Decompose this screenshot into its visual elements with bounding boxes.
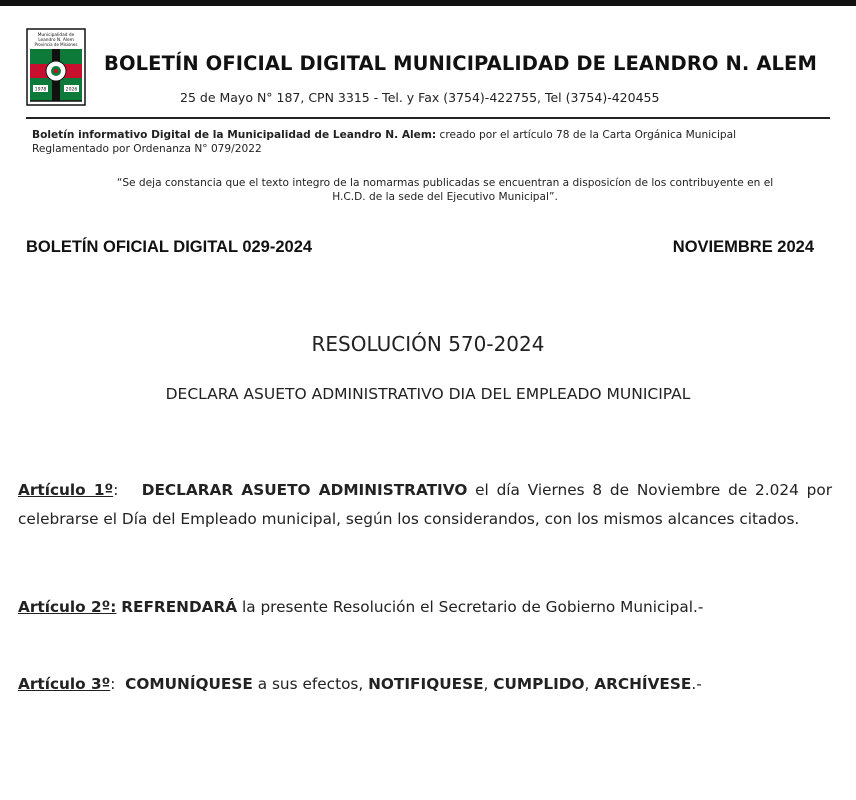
- article-3-bold-4: ARCHÍVESE: [594, 675, 692, 693]
- municipal-crest-logo: [26, 28, 86, 106]
- article-2-label: Artículo 2º:: [18, 598, 117, 616]
- article-1-bold: DECLARAR ASUETO ADMINISTRATIVO: [141, 481, 468, 499]
- info-line-2: Reglamentado por Ordenanza N° 079/2022: [32, 143, 262, 155]
- info-bold-text: Boletín informativo Digital de la Municipalidad de Leandro N. Alem:: [32, 129, 437, 141]
- info-line-1: [32, 128, 832, 142]
- article-3-text-2: ,: [483, 675, 494, 693]
- article-3-bold-2: NOTIFIQUESE: [368, 675, 484, 693]
- article-3-text-4: .-: [691, 675, 702, 693]
- article-3-label: Artículo 3º: [18, 675, 111, 693]
- article-3-separator: :: [110, 675, 126, 693]
- article-3-text-1: a sus efectos,: [252, 675, 369, 693]
- top-border: [0, 0, 856, 6]
- article-2-bold: REFRENDARÁ: [121, 598, 238, 616]
- bulletin-header-title: BOLETÍN OFICIAL DIGITAL MUNICIPALIDAD DE LEANDRO N. ALEM: [104, 52, 817, 75]
- article-3-bold-1: COMUNÍQUESE: [125, 675, 253, 693]
- article-1: [18, 476, 832, 534]
- bulletin-number: BOLETÍN OFICIAL DIGITAL 029-2024: [26, 238, 313, 256]
- bulletin-date: NOVIEMBRE 2024: [672, 238, 814, 256]
- logo-text-3: Provincia de Misiones: [34, 42, 78, 47]
- article-1-separator: :: [113, 481, 142, 499]
- article-2-text: la presente Resolución el Secretario de Gobierno Municipal.-: [237, 598, 704, 616]
- article-3-text-3: ,: [584, 675, 595, 693]
- article-1-label: Artículo 1º: [18, 481, 114, 499]
- info-text: creado por el artículo 78 de la Carta Orgánica Municipal: [436, 129, 737, 141]
- article-1-text: el día Viernes 8 de Noviembre de 2.024 por celebrarse el Día del Empleado municipal, según los considerandos, con los mismos alcances citados.: [18, 481, 833, 528]
- resolution-subtitle: DECLARA ASUETO ADMINISTRATIVO DIA DEL EMPLEADO MUNICIPAL: [165, 385, 691, 403]
- article-3: [18, 670, 832, 699]
- header-divider: [26, 117, 830, 119]
- resolution-title: RESOLUCIÓN 570-2024: [311, 332, 545, 356]
- municipality-address: 25 de Mayo N° 187, CPN 3315 - Tel. y Fax (3754)-422755, Tel (3754)-420455: [180, 90, 660, 105]
- article-3-bold-3: CUMPLIDO: [493, 675, 585, 693]
- logo-text-1: Municipalidad de: [37, 33, 75, 38]
- logo-year-right: 2026: [65, 87, 78, 93]
- disclaimer-notice: “Se deja constancia que el texto integro de la nomarmas publicadas se encuentran a disposicíon de los contribuyente en el H.C.D. de la sede del Ejecutivo Municipal”.: [116, 177, 774, 203]
- article-2: [18, 593, 832, 622]
- logo-text-2: Leandro N. Alem: [38, 38, 74, 43]
- logo-year-left: 1978: [34, 87, 47, 93]
- bulletin-info: [32, 128, 832, 156]
